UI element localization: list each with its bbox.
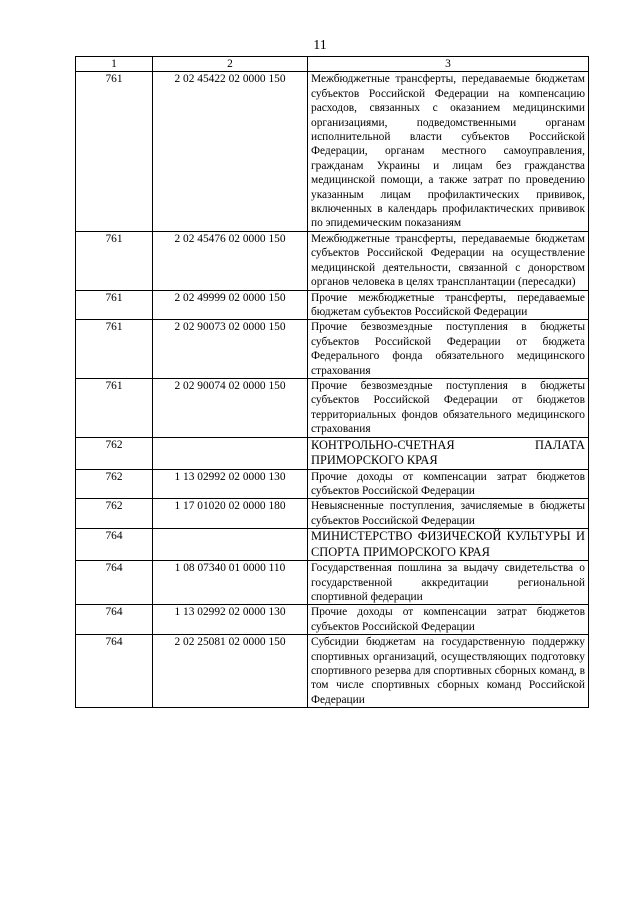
description-cell: Субсидии бюджетам на государственную поддержку спортивных организаций, осуществляющих подготовку спортивного резерва для спортивных сборных команд, в том числе спортивных сборных команд Российской Федерации xyxy=(308,635,589,708)
admin-code-cell: 764 xyxy=(76,529,153,561)
revenue-code-cell: 2 02 49999 02 0000 150 xyxy=(153,290,308,320)
table-row xyxy=(76,72,589,231)
description-cell: Межбюджетные трансферты, передаваемые бюджетам субъектов Российской Федерации на осуществление медицинской деятельности, связанной с донорством органов человека в целях трансплантации (пересадки) xyxy=(308,231,589,290)
table-header-row xyxy=(76,57,589,72)
description-cell: Прочие безвозмездные поступления в бюджеты субъектов Российской Федерации от бюджетов территориальных фондов обязательного медицинского страхования xyxy=(308,378,589,437)
description-cell: Межбюджетные трансферты, передаваемые бюджетам субъектов Российской Федерации на компенсацию расходов, связанных с оказанием медицинскими организациями, подведомственными органам исполнительной власти субъектов Российской Федерации, органам местного самоуправления, гражданам Украины и лицам без гражданства медицинской помощи, а также затрат по проведению указанным лицам профилактических прививок, включенных в календарь профилактических прививок по эпидемическим показаниям xyxy=(308,72,589,231)
section-heading-cell: КОНТРОЛЬНО-СЧЕТНАЯ ПАЛАТА ПРИМОРСКОГО КРАЯ xyxy=(308,437,589,469)
revenue-code-cell: 2 02 45422 02 0000 150 xyxy=(153,72,308,231)
description-cell: Прочие доходы от компенсации затрат бюджетов субъектов Российской Федерации xyxy=(308,469,589,499)
admin-code-cell: 761 xyxy=(76,320,153,379)
column-header-3: 3 xyxy=(308,57,589,72)
revenue-code-cell: 1 08 07340 01 0000 110 xyxy=(153,561,308,605)
admin-code-cell: 764 xyxy=(76,605,153,635)
revenue-code-cell: 2 02 45476 02 0000 150 xyxy=(153,231,308,290)
description-cell: Прочие безвозмездные поступления в бюджеты субъектов Российской Федерации от бюджета Федерального фонда обязательного медицинского страхования xyxy=(308,320,589,379)
admin-code-cell: 762 xyxy=(76,437,153,469)
table-row xyxy=(76,561,589,605)
admin-code-cell: 761 xyxy=(76,290,153,320)
description-cell: Невыясненные поступления, зачисляемые в бюджеты субъектов Российской Федерации xyxy=(308,499,589,529)
table-row xyxy=(76,320,589,379)
admin-code-cell: 762 xyxy=(76,469,153,499)
revenue-code-cell: 2 02 90074 02 0000 150 xyxy=(153,378,308,437)
revenue-codes-table xyxy=(75,56,589,708)
revenue-code-cell: 2 02 25081 02 0000 150 xyxy=(153,635,308,708)
section-heading-cell: МИНИСТЕРСТВО ФИЗИЧЕСКОЙ КУЛЬТУРЫ И СПОРТА ПРИМОРСКОГО КРАЯ xyxy=(308,529,589,561)
column-header-2: 2 xyxy=(153,57,308,72)
column-header-1: 1 xyxy=(76,57,153,72)
revenue-code-cell: 1 13 02992 02 0000 130 xyxy=(153,469,308,499)
table-row-section-heading xyxy=(76,529,589,561)
admin-code-cell: 764 xyxy=(76,635,153,708)
revenue-code-cell: 2 02 90073 02 0000 150 xyxy=(153,320,308,379)
admin-code-cell: 764 xyxy=(76,561,153,605)
table-row xyxy=(76,231,589,290)
admin-code-cell: 761 xyxy=(76,231,153,290)
table-row-section-heading xyxy=(76,437,589,469)
table-row xyxy=(76,469,589,499)
table-row xyxy=(76,499,589,529)
revenue-code-cell: 1 17 01020 02 0000 180 xyxy=(153,499,308,529)
revenue-code-cell: 1 13 02992 02 0000 130 xyxy=(153,605,308,635)
table-row xyxy=(76,290,589,320)
page-number: 11 xyxy=(313,38,327,53)
admin-code-cell: 761 xyxy=(76,378,153,437)
revenue-code-cell xyxy=(153,529,308,561)
table-row xyxy=(76,378,589,437)
description-cell: Прочие доходы от компенсации затрат бюджетов субъектов Российской Федерации xyxy=(308,605,589,635)
admin-code-cell: 762 xyxy=(76,499,153,529)
description-cell: Государственная пошлина за выдачу свидетельства о государственной аккредитации региональной спортивной федерации xyxy=(308,561,589,605)
admin-code-cell: 761 xyxy=(76,72,153,231)
revenue-code-cell xyxy=(153,437,308,469)
table-row xyxy=(76,605,589,635)
description-cell: Прочие межбюджетные трансферты, передаваемые бюджетам субъектов Российской Федерации xyxy=(308,290,589,320)
table-row xyxy=(76,635,589,708)
